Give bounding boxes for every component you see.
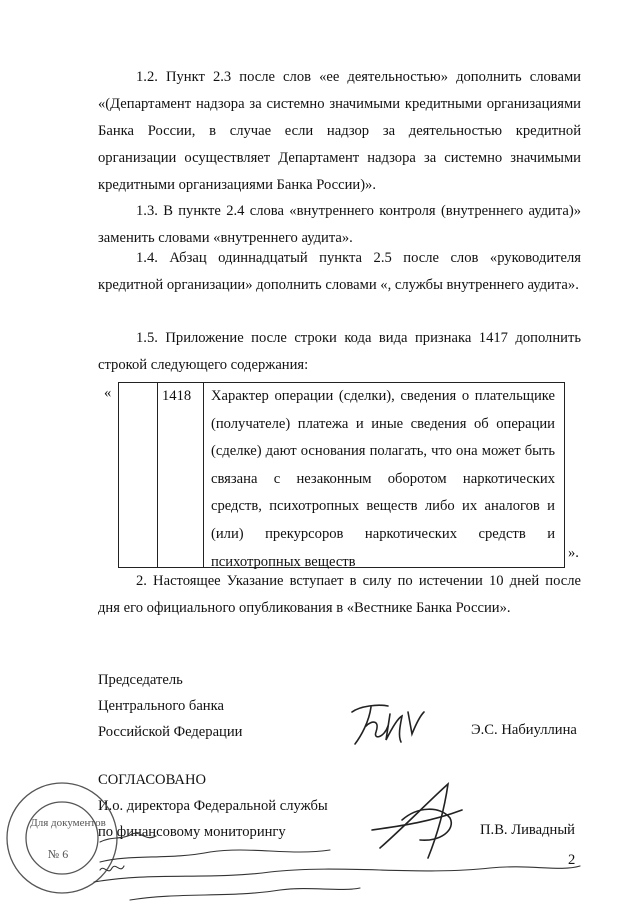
stamp-center-text: Для документов	[30, 817, 106, 829]
opening-quote: «	[104, 385, 112, 401]
chair-signature	[352, 705, 424, 744]
chair-title-line: Российской Федерации	[98, 724, 243, 740]
agreed-name: П.В. Ливадный	[480, 822, 575, 838]
handwritten-note	[94, 833, 580, 900]
agreed-title-line: И.о. директора Федеральной службы	[98, 798, 328, 814]
paragraph-2: 2. Настоящее Указание вступает в силу по истечении 10 дней после дня его официального опубликования в «Вестнике Банка России».	[98, 573, 581, 616]
agreed-title-line: по финансовому мониторингу	[98, 824, 286, 840]
paragraph-1-5: 1.5. Приложение после строки кода вида признака 1417 дополнить строкой следующего содержания:	[98, 330, 581, 373]
paragraph-1-2: 1.2. Пункт 2.3 после слов «ее деятельностью» дополнить словами «(Департамент надзора за системно значимыми кредитными организациями Банка России, в случае если надзор за деятельностью кредитной организации осуществляет Департамент надзора за системно значимыми кредитными организациями Банка России)».	[98, 69, 581, 193]
stamp-seal	[7, 783, 117, 893]
paragraph-1-3: 1.3. В пункте 2.4 слова «внутреннего контроля (внутреннего аудита)» заменить словами «внутреннего аудита».	[98, 203, 581, 246]
agreed-heading: СОГЛАСОВАНО	[98, 772, 207, 788]
chair-title-line: Председатель	[98, 672, 183, 688]
chair-title-line: Центрального банка	[98, 698, 224, 714]
code-cell: 1418	[162, 388, 192, 404]
closing-quote: ».	[568, 545, 579, 561]
page-number: 2	[568, 852, 576, 868]
chair-name: Э.С. Набиуллина	[471, 722, 577, 738]
description-cell: Характер операции (сделки), сведения о плательщике (получателе) платежа и иные сведения об операции (сделке) дают основания полагать, что она может быть связана с незаконным оборотом наркотических средств, психотропных веществ либо их аналогов и (или) прекурсоров наркотических средств и психотропных веществ	[211, 388, 555, 570]
stamp-number: № 6	[47, 847, 69, 861]
paragraph-1-4: 1.4. Абзац одиннадцатый пункта 2.5 после слов «руководителя кредитной организации» дополнить словами «, службы внутреннего аудита».	[98, 250, 581, 293]
agreed-signature	[372, 784, 462, 858]
